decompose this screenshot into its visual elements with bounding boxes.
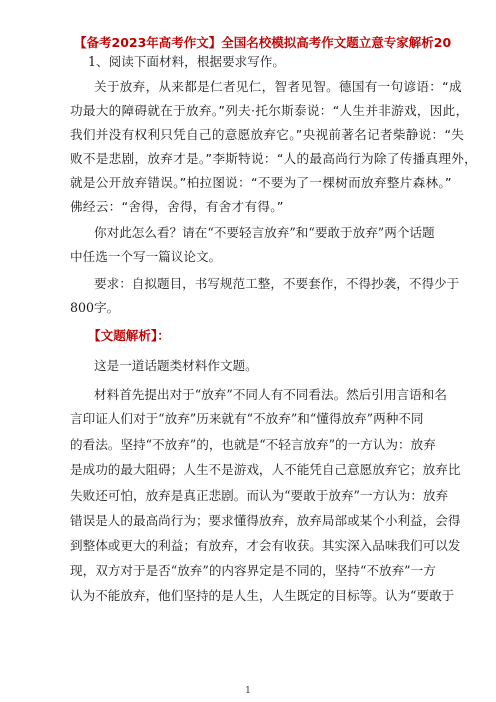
material-line: 我们并没有权利只凭自己的意愿放弃它。”央视前著名记者柴静说：“失 [70, 127, 465, 142]
analysis-line: 言印证人们对于“放弃”历来就有“不放弃”和“懂得放弃”两种不同 [70, 411, 424, 426]
analysis-line: 材料首先提出对于“放弃”不同人有不同看法。然后引用言语和名 [94, 387, 447, 402]
material-line: 败不是悲剧，放弃才是。”李斯特说：“人的最高尚行为除了传播真理外， [70, 151, 478, 166]
page-number: 1 [245, 686, 251, 696]
analysis-line: 是成功的最大阻碍；人生不是游戏，人不能凭自己意愿放弃它；放弃比 [70, 462, 461, 477]
analysis-line: 这是一道话题类材料作文题。 [94, 358, 258, 373]
requirement-line: 要求：自拟题目，书写规范工整，不要套作，不得抄袭，不得少于 [94, 276, 460, 291]
requirement-line: 800字。 [70, 300, 120, 315]
analysis-heading: 【文题解析】： [88, 328, 170, 343]
material-line: 功最大的障碍就在于放弃。”列夫·托尔斯泰说：“人生并非游戏，因此， [70, 103, 469, 118]
analysis-line: 的看法。坚持“不放弃”的，也就是“不轻言放弃”的一方认为：放弃 [70, 437, 436, 452]
prompt-line: 中任选一个写一篇议论文。 [70, 249, 222, 264]
material-line: 佛经云：“舍得，舍得，有舍才有得。” [70, 199, 284, 214]
analysis-line: 错误是人的最高尚行为；要求懂得放弃，放弃局部或某个小利益，会得 [70, 513, 461, 528]
analysis-line: 失败还可怕，放弃是真正悲剧。而认为“要敢于放弃”一方认为：放弃 [70, 488, 449, 503]
material-line: 关于放弃，从来都是仁者见仁，智者见智。德国有一句谚语：“成 [94, 79, 462, 94]
material-line: 就是公开放弃错误。”柏拉图说：“不要为了一棵树而放弃整片森林。” [70, 175, 452, 190]
analysis-line: 到整体或更大的利益；有放弃，才会有收获。其实深入品味我们可以发 [70, 538, 461, 553]
page-title: 【备考2023年高考作文】全国名校模拟高考作文题立意专家解析20 [74, 35, 452, 50]
prompt-line: 你对此怎么看？请在“不要轻言放弃”和“要敢于放弃”两个话题 [94, 225, 435, 240]
question-number-line: 1、阅读下面材料，根据要求写作。 [88, 54, 285, 69]
analysis-line: 认为不能放弃，他们坚持的是人生，人生既定的目标等。认为“要敢于 [70, 588, 455, 603]
analysis-line: 现，双方对于是否“放弃”的内容界定是不同的，坚持“不放弃”一方 [70, 563, 436, 578]
